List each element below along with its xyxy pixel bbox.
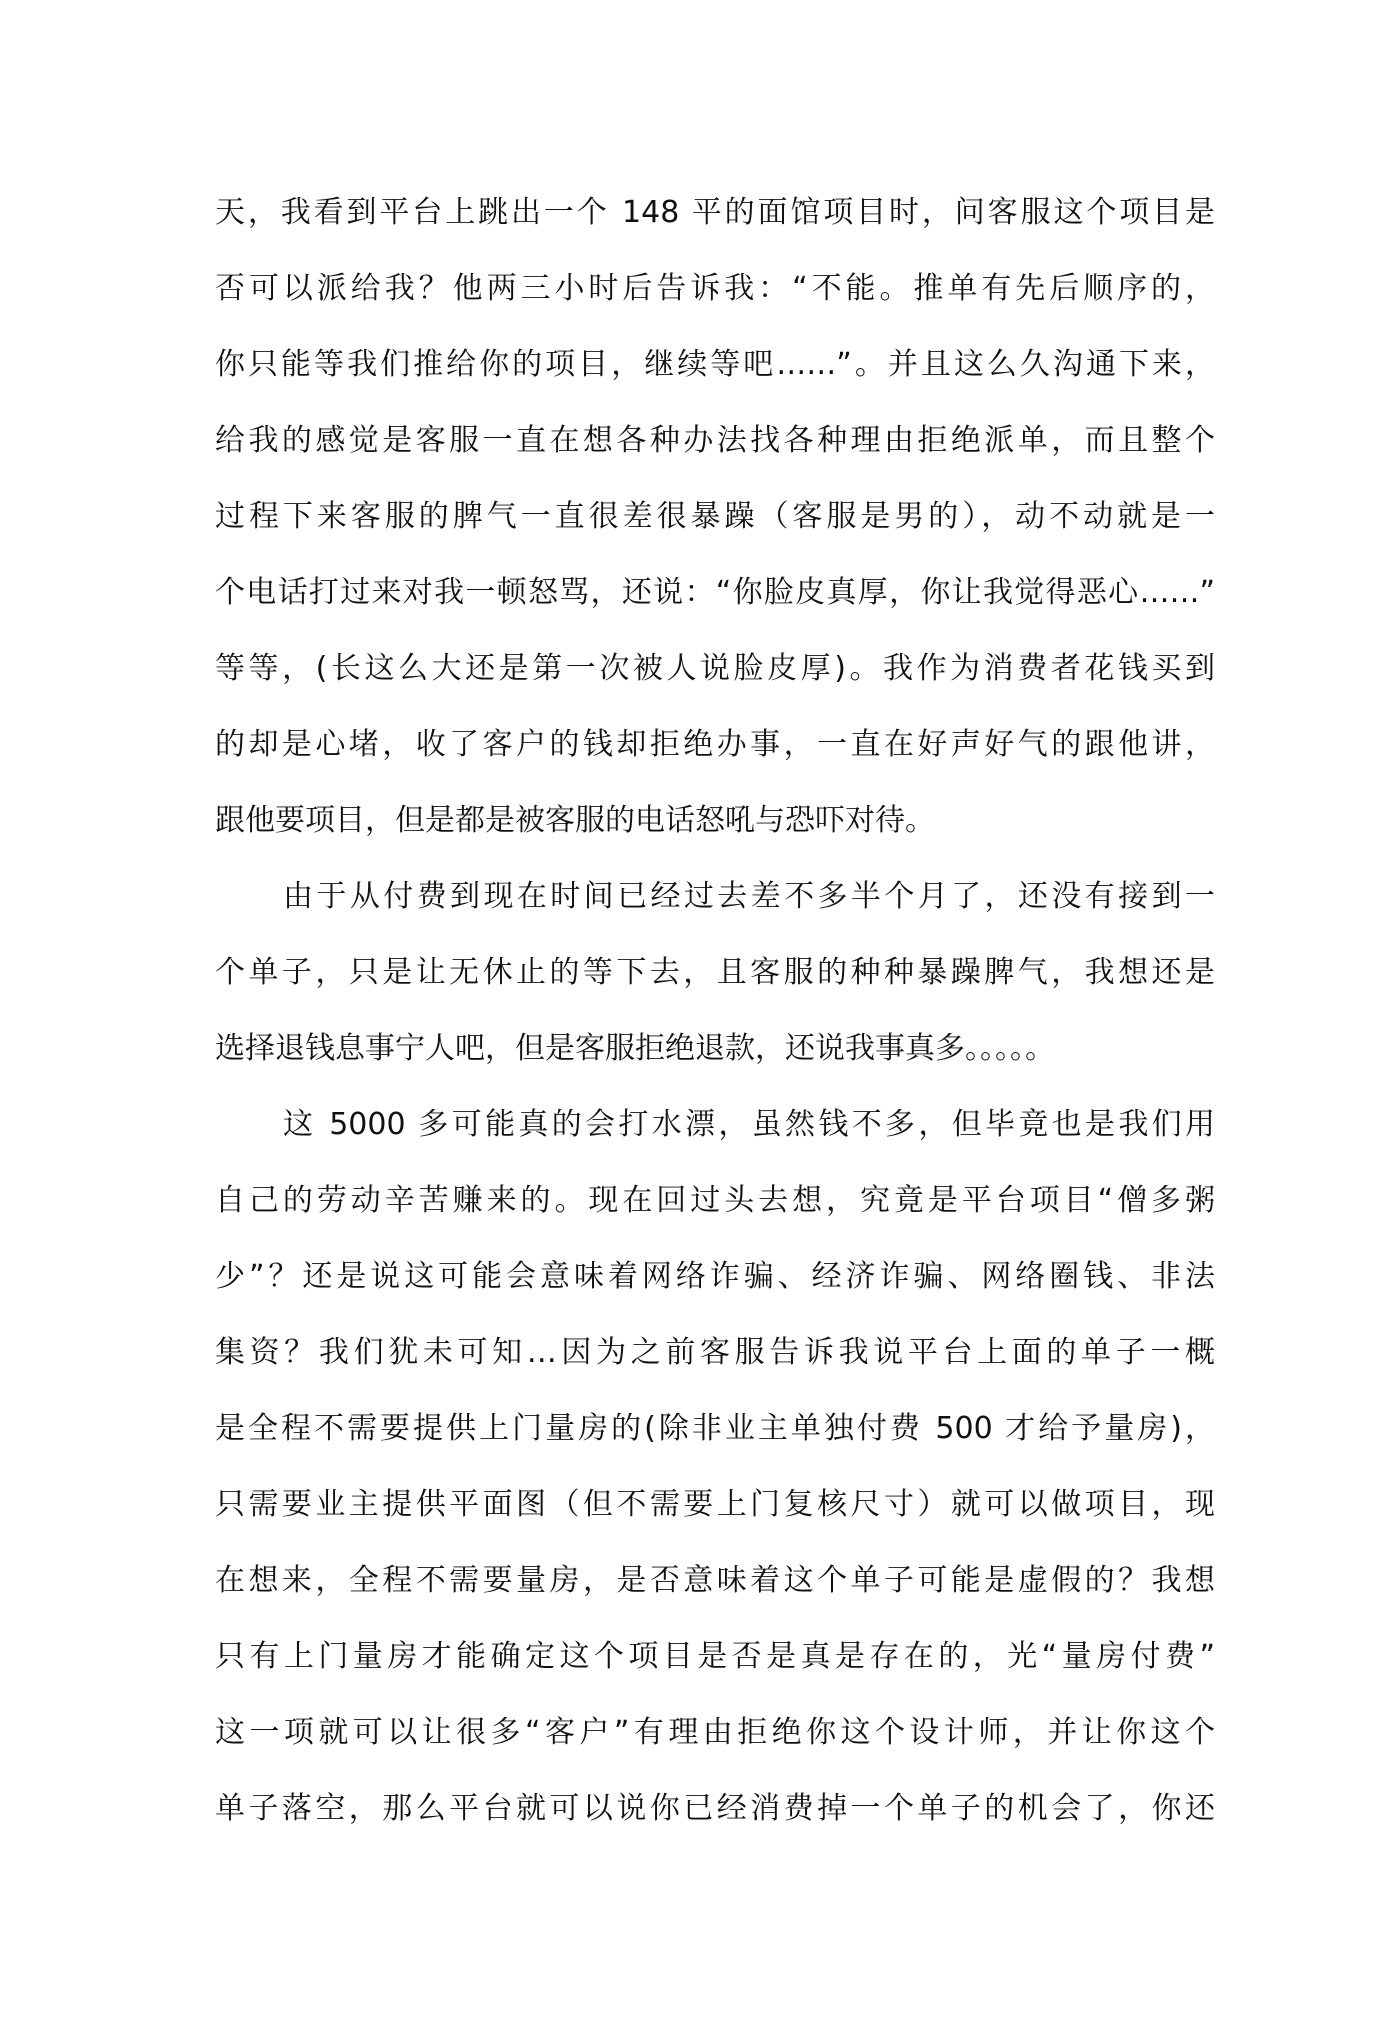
text-line: 是全程不需要提供上门量房的(除非业主单独付费 500 才给予量房)，	[215, 1411, 1215, 1446]
text-line: 少”？还是说这可能会意味着网络诈骗、经济诈骗、网络圈钱、非法	[215, 1259, 1215, 1294]
text-line: 天，我看到平台上跳出一个 148 平的面馆项目时，问客服这个项目是	[215, 195, 1215, 230]
body-text	[215, 180, 1215, 1852]
text-line: 选择退钱息事宁人吧，但是客服拒绝退款，还说我事真多。。。。。	[215, 1031, 1055, 1066]
text-line: 由于从付费到现在时间已经过去差不多半个月了，还没有接到一	[283, 879, 1215, 914]
text-line: 这 5000 多可能真的会打水漂，虽然钱不多，但毕竟也是我们用	[283, 1107, 1215, 1142]
text-line: 的却是心堵，收了客户的钱却拒绝办事，一直在好声好气的跟他讲，	[215, 727, 1215, 762]
text-line: 个单子，只是让无休止的等下去，且客服的种种暴躁脾气，我想还是	[215, 955, 1215, 990]
text-line: 跟他要项目，但是都是被客服的电话怒吼与恐吓对待。	[215, 803, 935, 838]
text-line: 否可以派给我？他两三小时后告诉我：“不能。推单有先后顺序的，	[215, 271, 1215, 306]
text-line: 自己的劳动辛苦赚来的。现在回过头去想，究竟是平台项目“僧多粥	[215, 1183, 1215, 1218]
text-line: 单子落空，那么平台就可以说你已经消费掉一个单子的机会了，你还	[215, 1791, 1215, 1826]
text-line: 集资？我们犹未可知…因为之前客服告诉我说平台上面的单子一概	[215, 1335, 1215, 1370]
text-line: 只需要业主提供平面图（但不需要上门复核尺寸）就可以做项目，现	[215, 1487, 1215, 1522]
text-line: 给我的感觉是客服一直在想各种办法找各种理由拒绝派单，而且整个	[215, 423, 1215, 458]
text-line: 过程下来客服的脾气一直很差很暴躁（客服是男的），动不动就是一	[215, 499, 1215, 534]
text-line: 个电话打过来对我一顿怒骂，还说：“你脸皮真厚，你让我觉得恶心……”	[215, 575, 1215, 610]
text-line: 只有上门量房才能确定这个项目是否是真是存在的，光“量房付费”	[215, 1639, 1215, 1674]
text-line: 等等，(长这么大还是第一次被人说脸皮厚)。我作为消费者花钱买到	[215, 651, 1215, 686]
text-line: 这一项就可以让很多“客户”有理由拒绝你这个设计师，并让你这个	[215, 1715, 1215, 1750]
text-line: 你只能等我们推给你的项目，继续等吧……”。并且这么久沟通下来，	[215, 347, 1215, 382]
text-line: 在想来，全程不需要量房，是否意味着这个单子可能是虚假的？我想	[215, 1563, 1215, 1598]
